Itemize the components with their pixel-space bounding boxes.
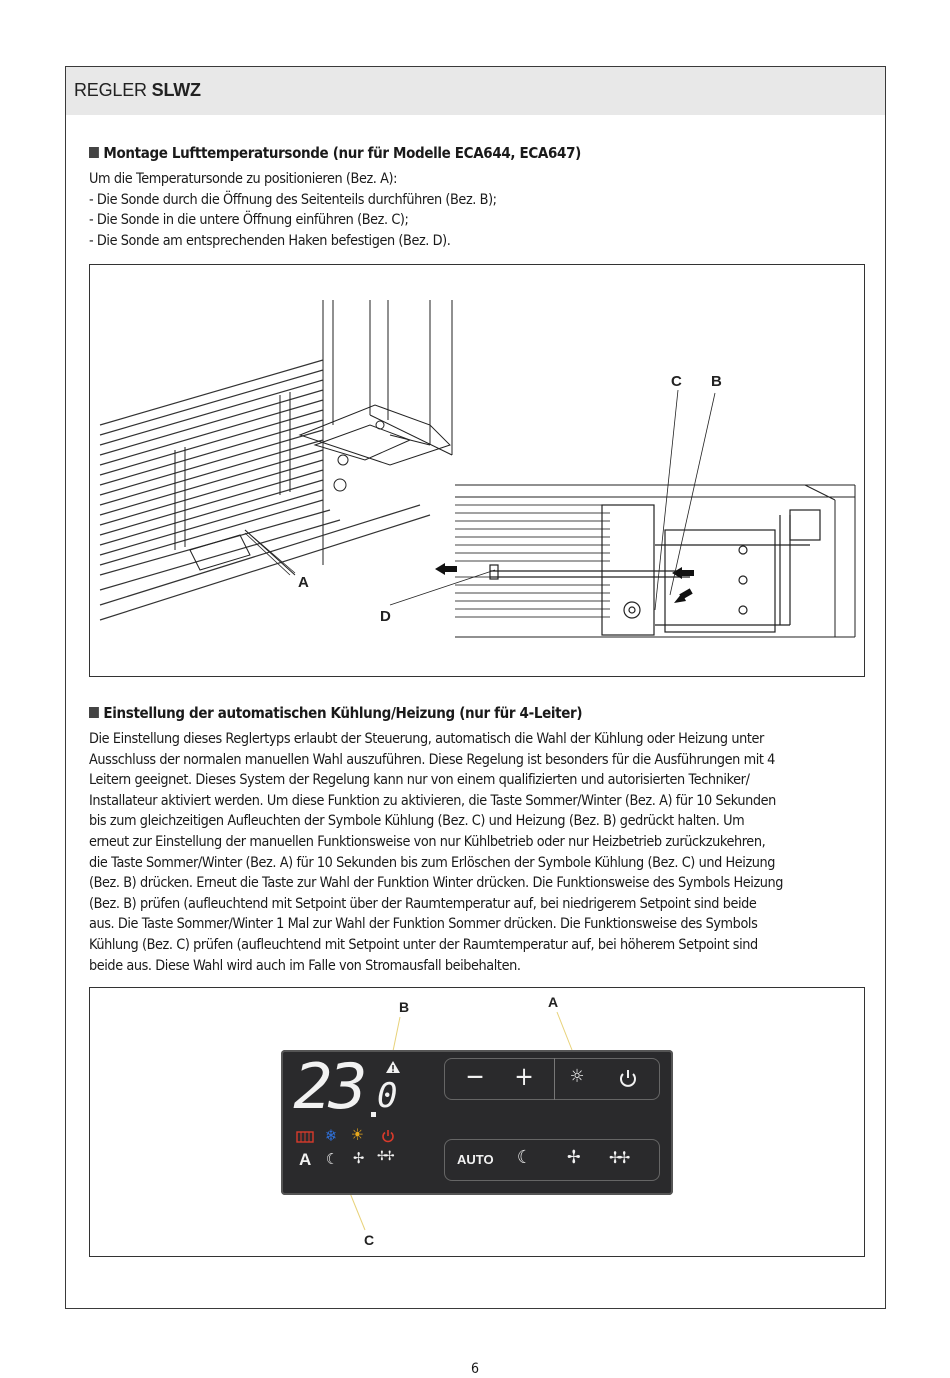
text-line: erneut zur Einstellung der manuellen Funktionsweise von nur Kühlbetrieb oder nur Heizbetrieb zurückzukehren, (89, 833, 766, 850)
top-button-group (444, 1058, 660, 1100)
controller-panel (281, 1050, 673, 1195)
text-line: aus. Die Taste Sommer/Winter 1 Mal zur Wahl der Funktion Sommer drücken. Die Funktionsweise des Symbols (89, 916, 758, 933)
controller-figure (89, 987, 865, 1257)
night-button[interactable] (517, 1147, 532, 1168)
summer-winter-button[interactable] (564, 1066, 590, 1092)
text-line: - Die Sonde in die untere Öffnung einführen (Bez. C); (89, 212, 409, 229)
temperature-value: 23 (293, 1050, 364, 1123)
fan-max-button[interactable] (609, 1148, 627, 1167)
temperature-decimal: 0 (377, 1076, 398, 1116)
section1-title: Montage Lufttemperatursonde (nur für Modelle ECA644, ECA647) (89, 144, 581, 162)
bullet-square-icon (89, 147, 99, 158)
text-line: Ausschluss der normalen manuellen Wahl auszuführen. Diese Regelung ist besonders für die Ausführungen mit 4 (89, 751, 775, 768)
louver-lines (100, 360, 430, 620)
text-line: - Die Sonde am entsprechenden Haken befestigen (Bez. D). (89, 232, 451, 249)
text-line: (Bez. B) drücken. Erneut die Taste zur Wahl der Funktion Winter drücken. Die Funktionsweise des Symbols Heizung (89, 875, 784, 892)
header-title: REGLER SLWZ (74, 80, 201, 100)
figure2-label-a: A (548, 994, 559, 1010)
fan-icon: ✢ (567, 1147, 581, 1168)
text-line: Kühlung (Bez. C) prüfen (aufleuchtend mit Setpoint unter der Raumtemperatur auf, bei höherem Setpoint sind (89, 936, 758, 953)
power-icon (615, 1066, 641, 1092)
fan-speed-button[interactable] (567, 1147, 581, 1168)
section1-text (89, 169, 879, 251)
moon-icon: ☾ (517, 1147, 532, 1168)
text-line: Leitern geeignet. Dieses System der Regelung kann nur von einem qualifizierten und autorisierten Techniker/ (89, 772, 750, 789)
figure1-label-d: D (380, 608, 391, 625)
auto-button[interactable]: AUTO (457, 1152, 494, 1167)
figure1-label-b: B (711, 373, 722, 390)
text-line: - Die Sonde durch die Öffnung des Seitenteils durchführen (Bez. B); (89, 191, 497, 208)
temperature-display (293, 1050, 405, 1123)
text-line: Installateur aktiviert werden. Um diese Funktion zu aktivieren, die Taste Sommer/Winter (Bez. A) für 10 Sekunden (89, 792, 776, 809)
text-line: (Bez. B) prüfen (aufleuchtend mit Setpoint über der Raumtemperatur auf, bei niedrigerem Setpoint sind beide (89, 895, 757, 912)
power-button[interactable] (615, 1066, 641, 1092)
figure1-label-c: C (671, 373, 682, 390)
fan-high-icon: ✢✢ (377, 1149, 393, 1164)
bottom-button-group (444, 1139, 660, 1181)
text-line: bis zum gleichzeitigen Aufleuchten der Symbole Kühlung (Bez. C) und Heizung (Bez. B) gedrückt halten. Um (89, 813, 745, 830)
auto-mode-letter: A (299, 1150, 312, 1169)
section2-title: Einstellung der automatischen Kühlung/Heizung (nur für 4-Leiter) (89, 704, 582, 722)
text-line: Um die Temperatursonde zu positionieren (Bez. A): (89, 171, 398, 187)
fan-double-icon: ✢✢ (609, 1148, 628, 1167)
figure2-label-c: C (364, 1232, 375, 1248)
probe-mounting-drawing (90, 265, 864, 676)
summer-sun-icon: ☀ (351, 1125, 364, 1144)
airflow-arrows (435, 563, 694, 603)
section2-text (89, 729, 879, 976)
fan-low-icon: ✢ (353, 1149, 365, 1167)
decimal-point (371, 1112, 376, 1117)
text-line: beide aus. Diese Wahl wird auch im Falle von Stromausfall beibehalten. (89, 957, 521, 974)
fin-lines (455, 505, 610, 617)
text-line: Die Einstellung dieses Reglertyps erlaubt der Steuerung, automatisch die Wahl der Kühlung oder Heizung unter (89, 731, 764, 747)
probe-mounting-figure (89, 264, 865, 677)
power-status-icon (381, 1129, 395, 1143)
page-number: 6 (470, 1361, 479, 1377)
figure2-label-b: B (399, 999, 410, 1015)
minus-button[interactable]: − (465, 1062, 485, 1092)
text-line: die Taste Sommer/Winter (Bez. A) für 10 Sekunden bis zum Erlöschen der Symbole Kühlung (Bez. C) und Heizung (89, 854, 776, 871)
warning-icon (385, 1060, 401, 1074)
plus-button[interactable]: + (514, 1062, 534, 1092)
night-mode-icon: ☾ (326, 1150, 339, 1168)
sun-snow-icon: ☼ (569, 1066, 585, 1087)
figure1-label-a: A (298, 574, 309, 591)
heating-icon (296, 1130, 314, 1144)
page-frame (65, 66, 886, 1309)
page-header (66, 67, 885, 115)
cooling-icon: ❄ (325, 1126, 338, 1145)
button-divider (554, 1058, 555, 1100)
bullet-square-icon (89, 707, 99, 718)
